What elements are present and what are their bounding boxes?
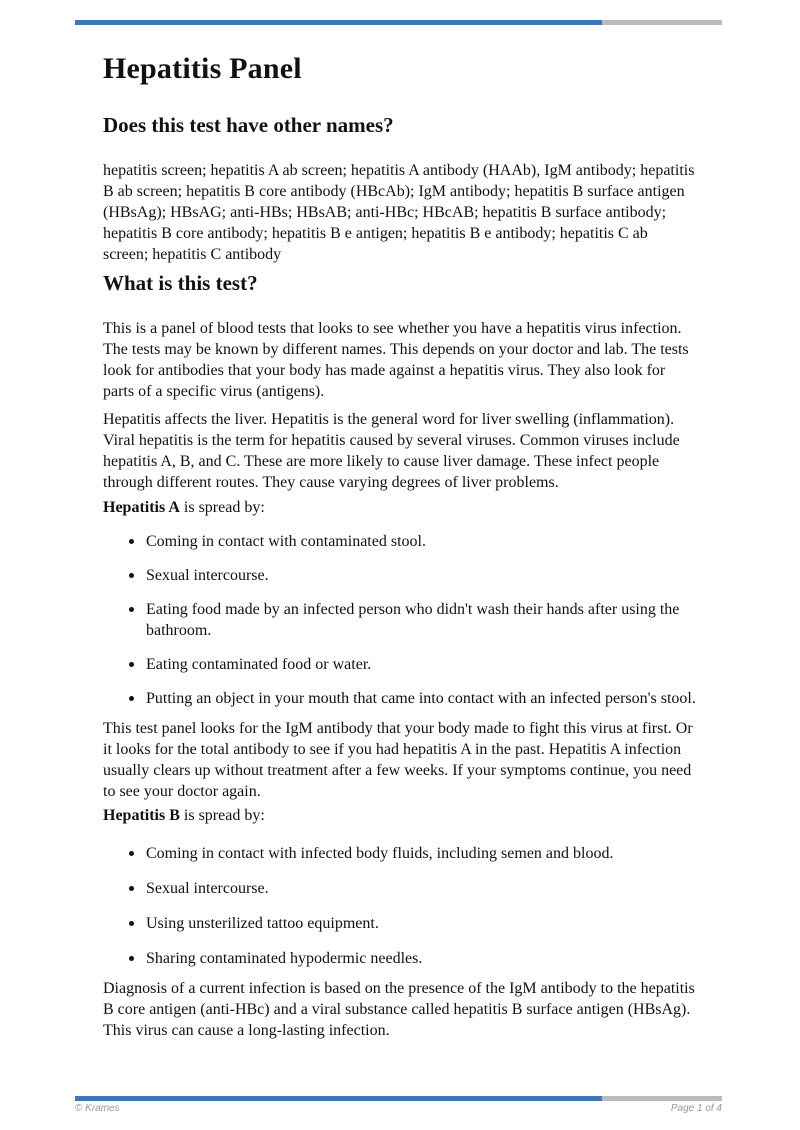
hepatitis-b-bullet-list: [103, 843, 697, 969]
list-item: [103, 565, 697, 586]
paragraph-other-names: hepatitis screen; hepatitis A ab screen; hepatitis A antibody (HAAb), IgM antibody; hepatitis B ab screen; hepatitis B core antibody (HBcAb); IgM antibody; hepatitis B surface antigen (HBsAg); HBsAG; anti-HBs; HBsAB; anti-HBc; HBcAB; hepatitis B surface antibody; hepatitis B core antibody; hepatitis B e antigen; hepatitis B e antibody; hepatitis C ab screen; hepatitis C antibody: [103, 162, 695, 263]
list-item-text: Using unsterilized tattoo equipment.: [146, 915, 379, 932]
bullet-icon: [129, 539, 134, 544]
page-footer: [75, 1103, 722, 1114]
list-item-text: Coming in contact with infected body fluids, including semen and blood.: [146, 845, 614, 862]
bullet-icon: [129, 662, 134, 667]
list-item-text: Putting an object in your mouth that came into contact with an infected person's stool.: [146, 690, 696, 707]
bullet-icon: [129, 607, 134, 612]
list-item: [103, 913, 697, 934]
bullet-icon: [129, 696, 134, 701]
lead-hepatitis-b: [103, 805, 697, 826]
bullet-icon: [129, 886, 134, 891]
list-item-text: Sharing contaminated hypodermic needles.: [146, 950, 423, 967]
section-heading-other-names: Does this test have other names?: [103, 113, 394, 137]
list-item-text: Eating contaminated food or water.: [146, 656, 372, 673]
footer-rule-gray-segment: [602, 1096, 722, 1101]
copyright-text: © Krames: [75, 1103, 120, 1114]
lead-hepatitis-a: [103, 497, 697, 518]
list-item: [103, 654, 697, 675]
bullet-icon: [129, 573, 134, 578]
bullet-icon: [129, 921, 134, 926]
lead-hepatitis-a-rest: is spread by:: [179, 499, 265, 516]
bullet-icon: [129, 956, 134, 961]
list-item: [103, 688, 697, 709]
list-item: [103, 843, 697, 864]
lead-hepatitis-a-bold: Hepatitis A: [103, 499, 180, 516]
list-item-text: Coming in contact with contaminated stool.: [146, 533, 426, 550]
list-item: [103, 599, 697, 641]
page-title: Hepatitis Panel: [103, 52, 302, 85]
paragraph-hepatitis-a-info: This test panel looks for the IgM antibody that your body made to fight this virus at first. Or it looks for the total antibody to see if you had hepatitis A in the past. Hepatitis A infection usually clears up without treatment after a few weeks. If your symptoms continue, you need to see your doctor again.: [103, 720, 693, 800]
list-item: [103, 531, 697, 552]
section-heading-what-is: What is this test?: [103, 271, 258, 295]
lead-hepatitis-b-bold: Hepatitis B: [103, 807, 180, 824]
paragraph-what-is-1: This is a panel of blood tests that looks to see whether you have a hepatitis virus infection. The tests may be known by different names. This depends on your doctor and lab. The tests look for antibodies that your body has made against a hepatitis virus. They also look for parts of a specific virus (antigens).: [103, 320, 689, 400]
list-item-text: Sexual intercourse.: [146, 880, 269, 897]
list-item-text: Eating food made by an infected person who didn't wash their hands after using the bathroom.: [146, 601, 680, 639]
footer-rule: [75, 1096, 722, 1101]
list-item: [103, 948, 697, 969]
lead-hepatitis-b-rest: is spread by:: [179, 807, 265, 824]
document-content: [103, 0, 697, 1041]
page-number: Page 1 of 4: [670, 1103, 722, 1114]
paragraph-hepatitis-b-info: Diagnosis of a current infection is based on the presence of the IgM antibody to the hepatitis B core antigen (anti-HBc) and a viral substance called hepatitis B surface antigen (HBsAg). This virus can cause a long-lasting infection.: [103, 980, 695, 1039]
list-item-text: Sexual intercourse.: [146, 567, 269, 584]
footer-rule-blue-segment: [75, 1096, 602, 1101]
hepatitis-a-bullet-list: [103, 531, 697, 709]
paragraph-what-is-2: Hepatitis affects the liver. Hepatitis is the general word for liver swelling (inflammation). Viral hepatitis is the term for hepatitis caused by several viruses. Common viruses include hepatitis A, B, and C. These are more likely to cause liver damage. These infect people through different routes. They cause varying degrees of liver problems.: [103, 411, 680, 491]
list-item: [103, 878, 697, 899]
bullet-icon: [129, 851, 134, 856]
